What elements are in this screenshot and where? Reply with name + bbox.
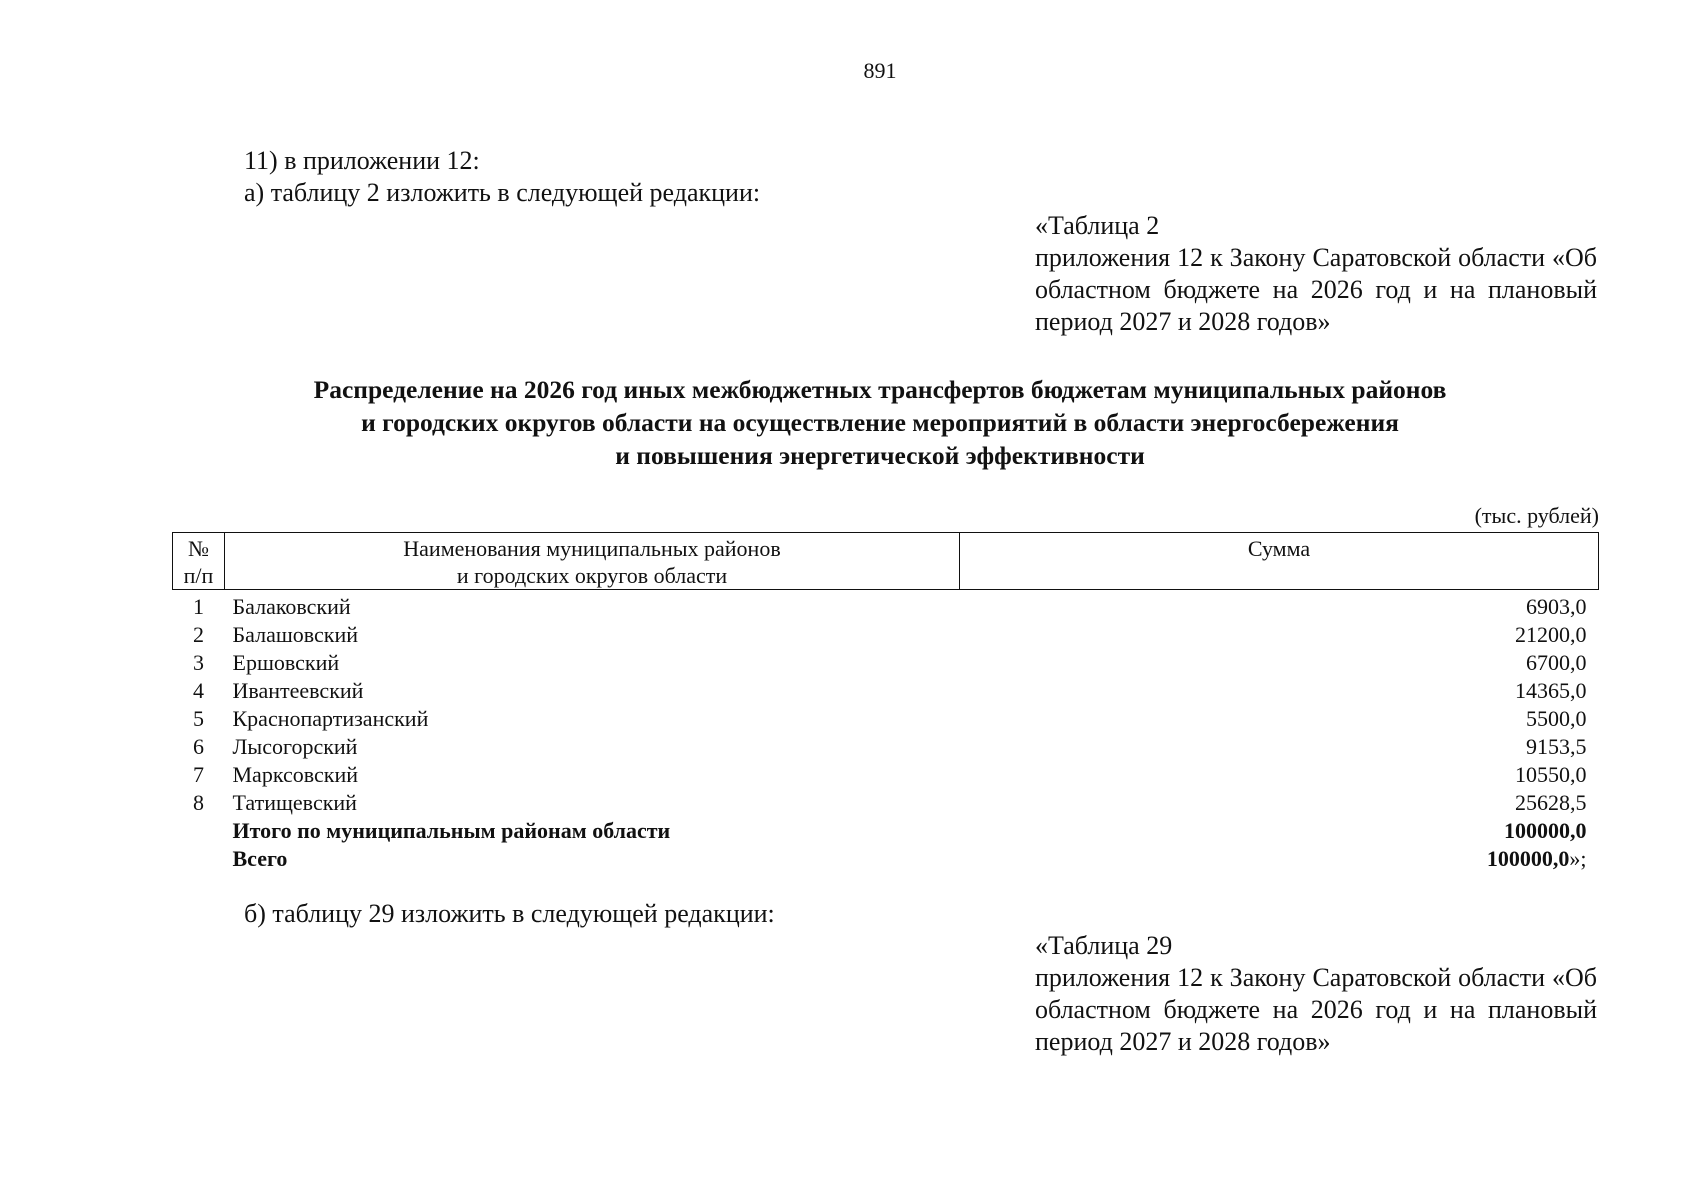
title-line-3: и повышения энергетической эффективности (615, 441, 1145, 470)
subtotal-number-cell (173, 817, 225, 845)
table-row (173, 649, 1599, 677)
row-amount: 6903,0 (1526, 594, 1587, 619)
row-number: 3 (193, 650, 204, 675)
title-line-1: Распределение на 2026 год иных межбюджетных трансфертов бюджетам муниципальных районов (313, 375, 1447, 404)
closing-quote-suffix: »; (1569, 846, 1587, 871)
total-number-cell (173, 845, 225, 873)
table2-caption (1035, 210, 1597, 338)
document-title (160, 373, 1600, 472)
table-row (173, 761, 1599, 789)
row-number: 7 (193, 762, 204, 787)
page-number: 891 (863, 58, 897, 83)
amendment-subitem-a: а) таблицу 2 изложить в следующей редакции: (244, 178, 761, 207)
row-number: 6 (193, 734, 204, 759)
table29-caption-reference: приложения 12 к Закону Саратовской области «Об областном бюджете на 2026 год и на плановый период 2027 и 2028 годов» (1035, 963, 1597, 1056)
row-amount: 14365,0 (1515, 678, 1587, 703)
subtotal-label: Итого по муниципальным районам области (232, 818, 671, 843)
units-label: (тыс. рублей) (1474, 503, 1599, 528)
row-name: Балашовский (232, 622, 359, 647)
row-amount: 9153,5 (1526, 734, 1587, 759)
table-row (173, 677, 1599, 705)
total-row (173, 845, 1599, 873)
header-name (225, 533, 960, 590)
total-amount: 100000,0 (1486, 846, 1570, 871)
table29-caption (1035, 930, 1597, 1058)
row-amount: 5500,0 (1526, 706, 1587, 731)
subtotal-row (173, 817, 1599, 845)
header-name-line-1: Наименования муниципальных районов (403, 536, 781, 561)
row-number: 4 (193, 678, 204, 703)
subtotal-amount: 100000,0 (1504, 818, 1587, 843)
row-name: Краснопартизанский (232, 706, 429, 731)
total-amount-cell (960, 845, 1599, 873)
row-number: 1 (193, 594, 204, 619)
row-amount: 21200,0 (1515, 622, 1587, 647)
amendment-subitem-b: б) таблицу 29 изложить в следующей редакции: (244, 899, 775, 928)
row-amount: 6700,0 (1526, 650, 1587, 675)
row-number: 2 (193, 622, 204, 647)
header-amount: Сумма (960, 533, 1599, 590)
row-number: 8 (193, 790, 204, 815)
row-name: Балаковский (232, 594, 351, 619)
amendment-item-heading: 11) в приложении 12: (244, 146, 480, 175)
total-label: Всего (232, 846, 288, 871)
table2-caption-reference: приложения 12 к Закону Саратовской области «Об областном бюджете на 2026 год и на плановый период 2027 и 2028 годов» (1035, 243, 1597, 336)
table29-caption-title: «Таблица 29 (1035, 931, 1173, 960)
table-row (173, 621, 1599, 649)
row-name: Марксовский (232, 762, 358, 787)
table-row (173, 789, 1599, 817)
row-amount: 25628,5 (1515, 790, 1587, 815)
table-row (173, 733, 1599, 761)
row-number: 5 (193, 706, 204, 731)
header-number: № п/п (173, 533, 225, 590)
header-name-line-2: и городских округов области (456, 563, 728, 588)
row-name: Ершовский (232, 650, 340, 675)
table-row (173, 590, 1599, 622)
table2-caption-title: «Таблица 2 (1035, 211, 1160, 240)
table-row (173, 705, 1599, 733)
title-line-2: и городских округов области на осуществление мероприятий в области энергосбережения (361, 408, 1399, 437)
row-name: Ивантеевский (232, 678, 364, 703)
transfers-table (172, 532, 1599, 873)
row-amount: 10550,0 (1515, 762, 1587, 787)
row-name: Лысогорский (232, 734, 358, 759)
table-header-row (173, 533, 1599, 590)
row-name: Татищевский (232, 790, 357, 815)
